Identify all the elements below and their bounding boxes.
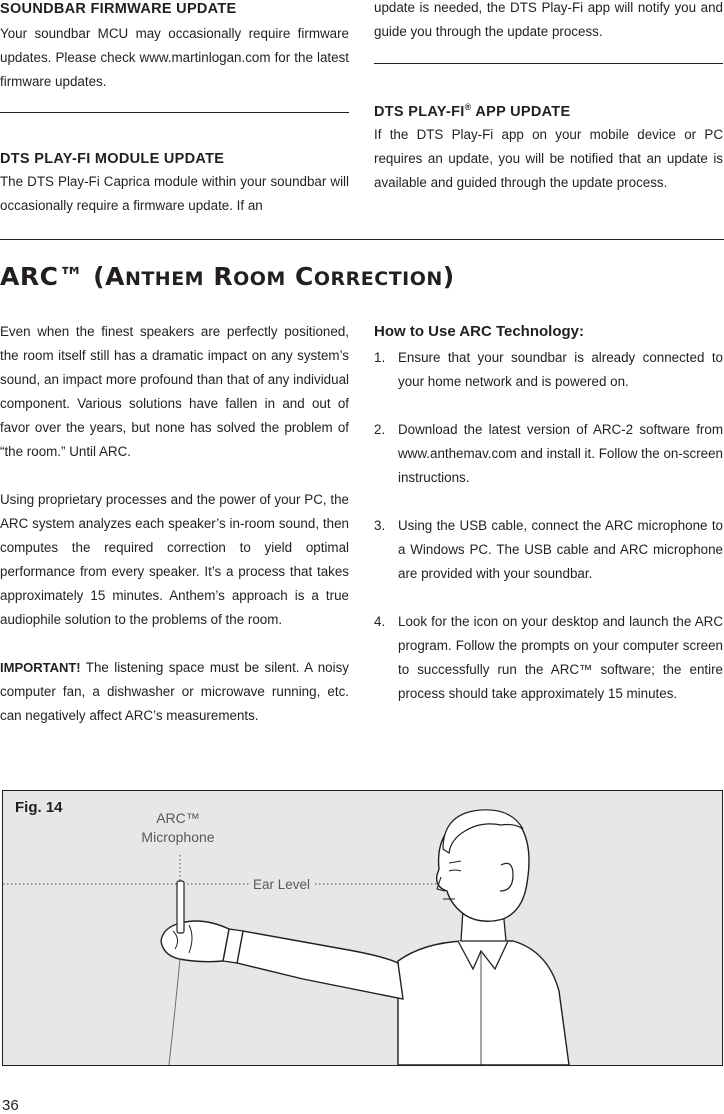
step-item bbox=[374, 610, 723, 706]
app-update-heading bbox=[374, 98, 723, 121]
important-label: IMPORTANT! bbox=[0, 660, 81, 675]
registered-mark: ® bbox=[464, 102, 472, 112]
microphone-label-line2: Microphone bbox=[141, 829, 215, 845]
arc-section-title bbox=[0, 262, 455, 291]
torso-shape bbox=[398, 941, 569, 1065]
module-heading: DTS PLAY-FI MODULE UPDATE bbox=[0, 151, 225, 167]
title-smallcaps: OOM bbox=[233, 268, 286, 290]
step-text: Using the USB cable, connect the ARC microphone to a Windows PC. The USB cable and ARC microphone are provided with your soundbar. bbox=[398, 518, 723, 581]
module-text-continued: update is needed, the DTS Play-Fi app will notify you and guide you through the update process. bbox=[374, 0, 723, 39]
figure-label: Fig. 14 bbox=[15, 799, 63, 816]
arc-intro-column bbox=[0, 320, 349, 728]
howto-steps bbox=[374, 346, 723, 706]
module-text: The DTS Play-Fi Caprica module within your soundbar will occasionally require a firmware update. If an bbox=[0, 174, 349, 213]
arc-process-paragraph: Using proprietary processes and the power of your PC, the ARC system analyzes each speaker’s in-room sound, then computes the required correction to yield optimal performance from every speaker. It’s a process that takes approximately 15 minutes. Anthem’s approach is a true audiophile solution to the problems of the room. bbox=[0, 492, 349, 627]
step-number: 2. bbox=[374, 422, 386, 437]
module-text-continued-section bbox=[374, 0, 723, 44]
arc-howto-column bbox=[374, 322, 723, 730]
person-with-microphone-illustration bbox=[3, 791, 722, 1065]
app-heading-main: DTS PLAY-FI bbox=[374, 103, 465, 120]
module-section bbox=[0, 150, 349, 218]
hand-shape bbox=[161, 921, 229, 962]
important-note bbox=[0, 656, 349, 728]
title-smallcaps: NTHEM bbox=[124, 268, 205, 290]
step-item bbox=[374, 418, 723, 490]
app-update-text: If the DTS Play-Fi app on your mobile device or PC requires an update, you will be notified that an update is available and guided through the update process. bbox=[374, 126, 723, 190]
howto-heading: How to Use ARC Technology: bbox=[374, 323, 584, 340]
step-item bbox=[374, 514, 723, 586]
title-smallcaps: ORRECTION bbox=[313, 268, 443, 290]
step-text: Look for the icon on your desktop and launch the ARC program. Follow the prompts on your computer screen to successfully run the ARC™ software; the entire process should take approximately 15 minutes. bbox=[398, 614, 723, 701]
step-text: Download the latest version of ARC-2 software from www.anthemav.com and install it. Follow the on-screen instructions. bbox=[398, 422, 723, 485]
app-heading-tail: APP UPDATE bbox=[471, 103, 571, 120]
arc-intro-paragraph: Even when the finest speakers are perfectly positioned, the room itself still has a dramatic impact on any system’s sound, an impact more profound than that of any individual component. Various solutions have fallen in and out of favor over the years, but none has solved the problem of “the room.” Until ARC. bbox=[0, 324, 349, 459]
title-cap: A bbox=[105, 262, 125, 291]
microphone-label-line1: ARC™ bbox=[156, 810, 200, 826]
figure-14 bbox=[2, 790, 723, 1066]
microphone-cable bbox=[169, 959, 180, 1065]
step-text: Ensure that your soundbar is already connected to your home network and is powered on. bbox=[398, 350, 723, 389]
divider bbox=[0, 112, 349, 113]
firmware-text: Your soundbar MCU may occasionally require firmware updates. Please check www.martinlogan.com for the latest firmware updates. bbox=[0, 26, 349, 89]
firmware-heading: SOUNDBAR FIRMWARE UPDATE bbox=[0, 1, 237, 17]
title-prefix: ARC™ ( bbox=[0, 262, 106, 291]
app-update-section bbox=[374, 98, 723, 195]
step-number: 1. bbox=[374, 350, 386, 365]
title-suffix: ) bbox=[442, 262, 455, 291]
ear-level-label: Ear Level bbox=[250, 877, 313, 892]
title-cap: C bbox=[295, 262, 314, 291]
section-divider bbox=[0, 239, 724, 240]
step-item bbox=[374, 346, 723, 394]
microphone-label bbox=[133, 809, 223, 847]
important-text: The listening space must be silent. A noisy computer fan, a dishwasher or microwave running, etc. can negatively affect ARC’s measurements. bbox=[0, 660, 349, 723]
firmware-section bbox=[0, 0, 349, 94]
step-number: 4. bbox=[374, 614, 386, 629]
title-cap: R bbox=[213, 262, 234, 291]
microphone-shape bbox=[177, 881, 184, 933]
page-number: 36 bbox=[2, 1097, 19, 1114]
step-number: 3. bbox=[374, 518, 386, 533]
arm-sleeve-shape bbox=[237, 931, 403, 999]
divider bbox=[374, 63, 723, 64]
